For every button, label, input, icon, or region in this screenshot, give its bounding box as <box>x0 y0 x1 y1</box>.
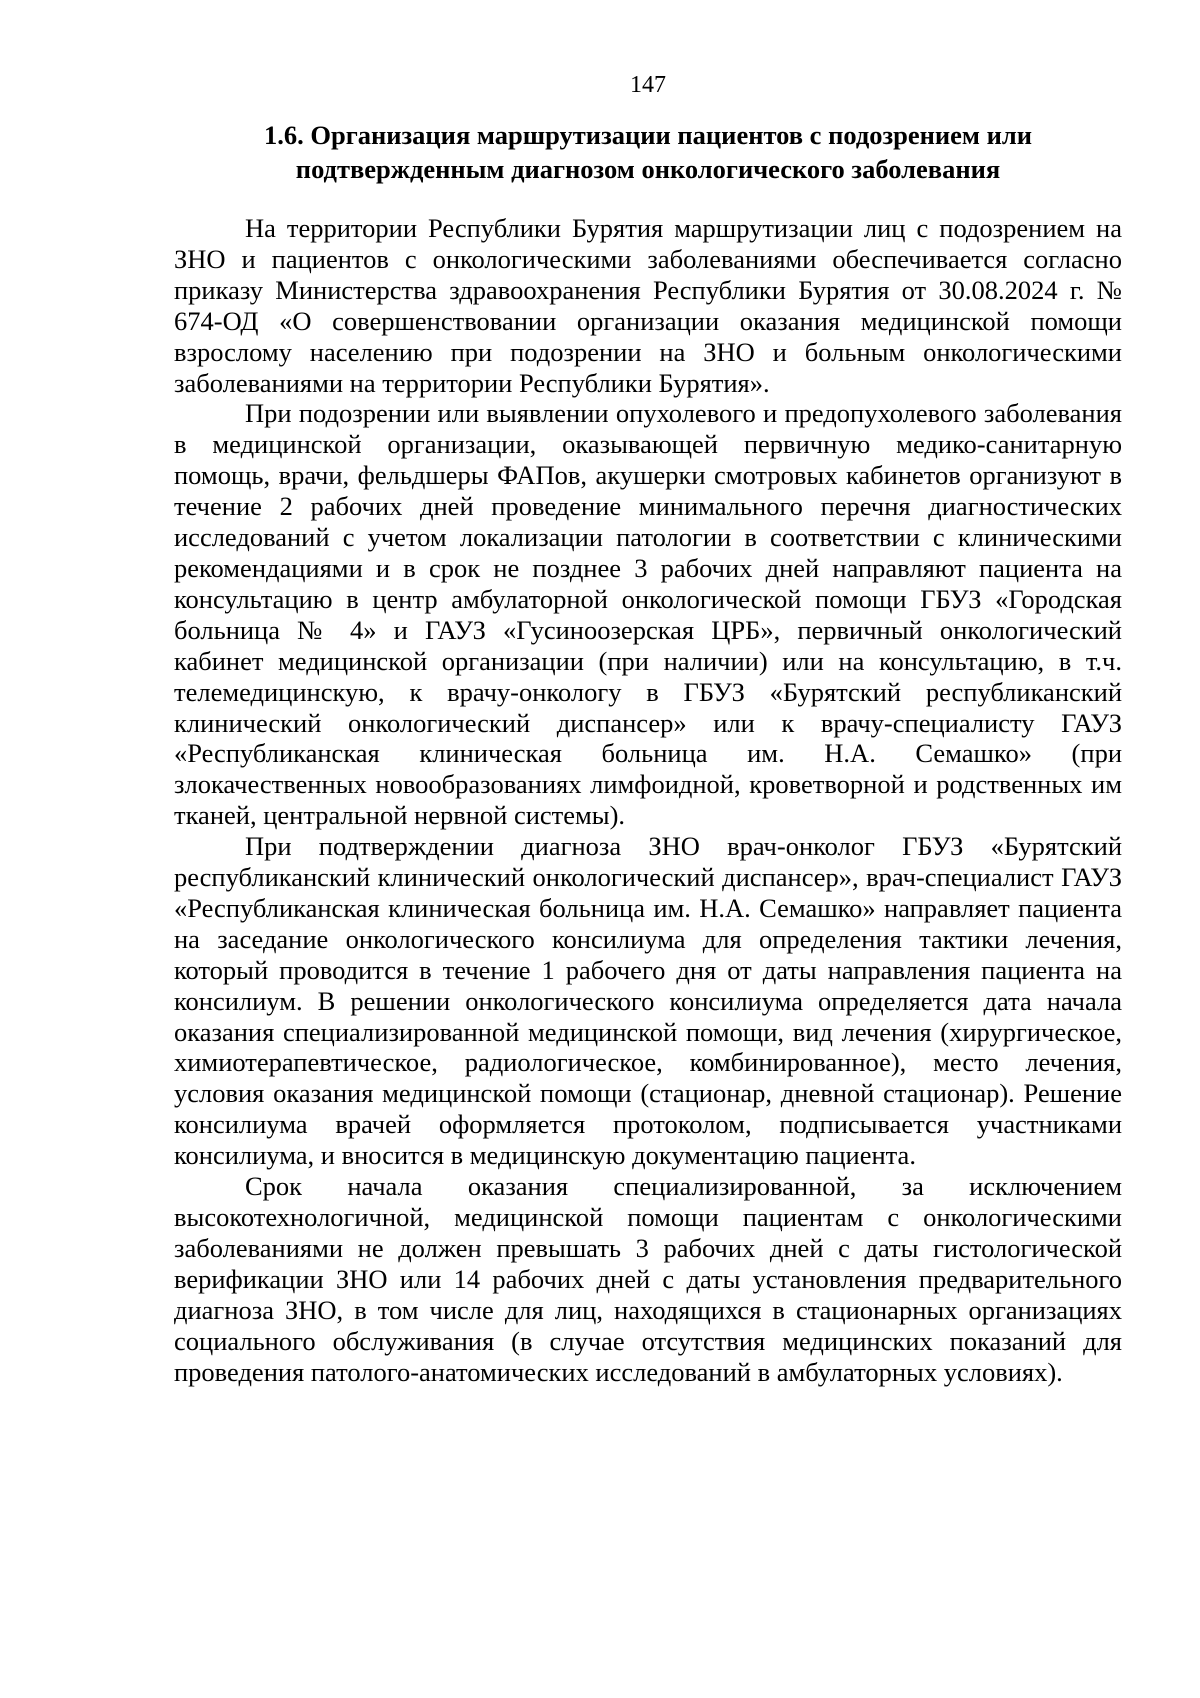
section-heading-line-2: подтвержденным диагнозом онкологического заболевания <box>295 154 1001 184</box>
section-heading-line-1: 1.6. Организация маршрутизации пациентов с подозрением или <box>263 120 1033 150</box>
body-text <box>174 213 1122 1387</box>
paragraph-diagnosis-confirmation: При подтверждении диагноза ЗНО врач-онколог ГБУЗ «Бурятский республиканский клинический онкологический диспансер», врач-специалист ГАУЗ «Республиканская клиническая больница им. Н.А. Семашко» направляет пациента на заседание онкологического консилиума для определения тактики лечения, который проводится в течение 1 рабочего дня от даты направления пациента на консилиум. В решении онкологического консилиума определяется дата начала оказания специализированной медицинской помощи, вид лечения (хирургическое, химиотерапевтическое, радиологическое, комбинированное), место лечения, условия оказания медицинской помощи (стационар, дневной стационар). Решение консилиума врачей оформляется протоколом, подписывается участниками консилиума, и вносится в медицинскую документацию пациента. <box>174 831 1122 1171</box>
paragraph-suspicion-procedure: При подозрении или выявлении опухолевого и предопухолевого заболевания в медицинской организации, оказывающей первичную медико-санитарную помощь, врачи, фельдшеры ФАПов, акушерки смотровых кабинетов организуют в течение 2 рабочих дней проведение минимального перечня диагностических исследований с учетом локализации патологии в соответствии с клиническими рекомендациями и в срок не позднее 3 рабочих дней направляют пациента на консультацию в центр амбулаторной онкологической помощи ГБУЗ «Городская больница № 4» и ГАУЗ «Гусиноозерская ЦРБ», первичный онкологический кабинет медицинской организации (при наличии) или на консультацию, в т.ч. телемедицинскую, к врачу-онкологу в ГБУЗ «Бурятский республиканский клинический онкологический диспансер» или к врачу-специалисту ГАУЗ «Республиканская клиническая больница им. Н.А. Семашко» (при злокачественных новообразованиях лимфоидной, кроветворной и родственных им тканей, центральной нервной системы). <box>174 398 1122 831</box>
document-page <box>174 0 1122 1698</box>
section-heading <box>174 118 1122 186</box>
paragraph-routing-order: На территории Республики Бурятия маршрутизации лиц с подозрением на ЗНО и пациентов с онкологическими заболеваниями обеспечивается согласно приказу Министерства здравоохранения Республики Бурятия от 30.08.2024 г. № 674-ОД «О совершенствовании организации оказания медицинской помощи взрослому населению при подозрении на ЗНО и больным онкологическими заболеваниями на территории Республики Бурятия». <box>174 213 1122 398</box>
paragraph-treatment-deadline: Срок начала оказания специализированной, за исключением высокотехнологичной, медицинской помощи пациентам с онкологическими заболеваниями не должен превышать 3 рабочих дней с даты гистологической верификации ЗНО или 14 рабочих дней с даты установления предварительного диагноза ЗНО, в том числе для лиц, находящихся в стационарных организациях социального обслуживания (в случае отсутствия медицинских показаний для проведения патолого-анатомических исследований в амбулаторных условиях). <box>174 1171 1122 1387</box>
page-number: 147 <box>630 72 666 98</box>
